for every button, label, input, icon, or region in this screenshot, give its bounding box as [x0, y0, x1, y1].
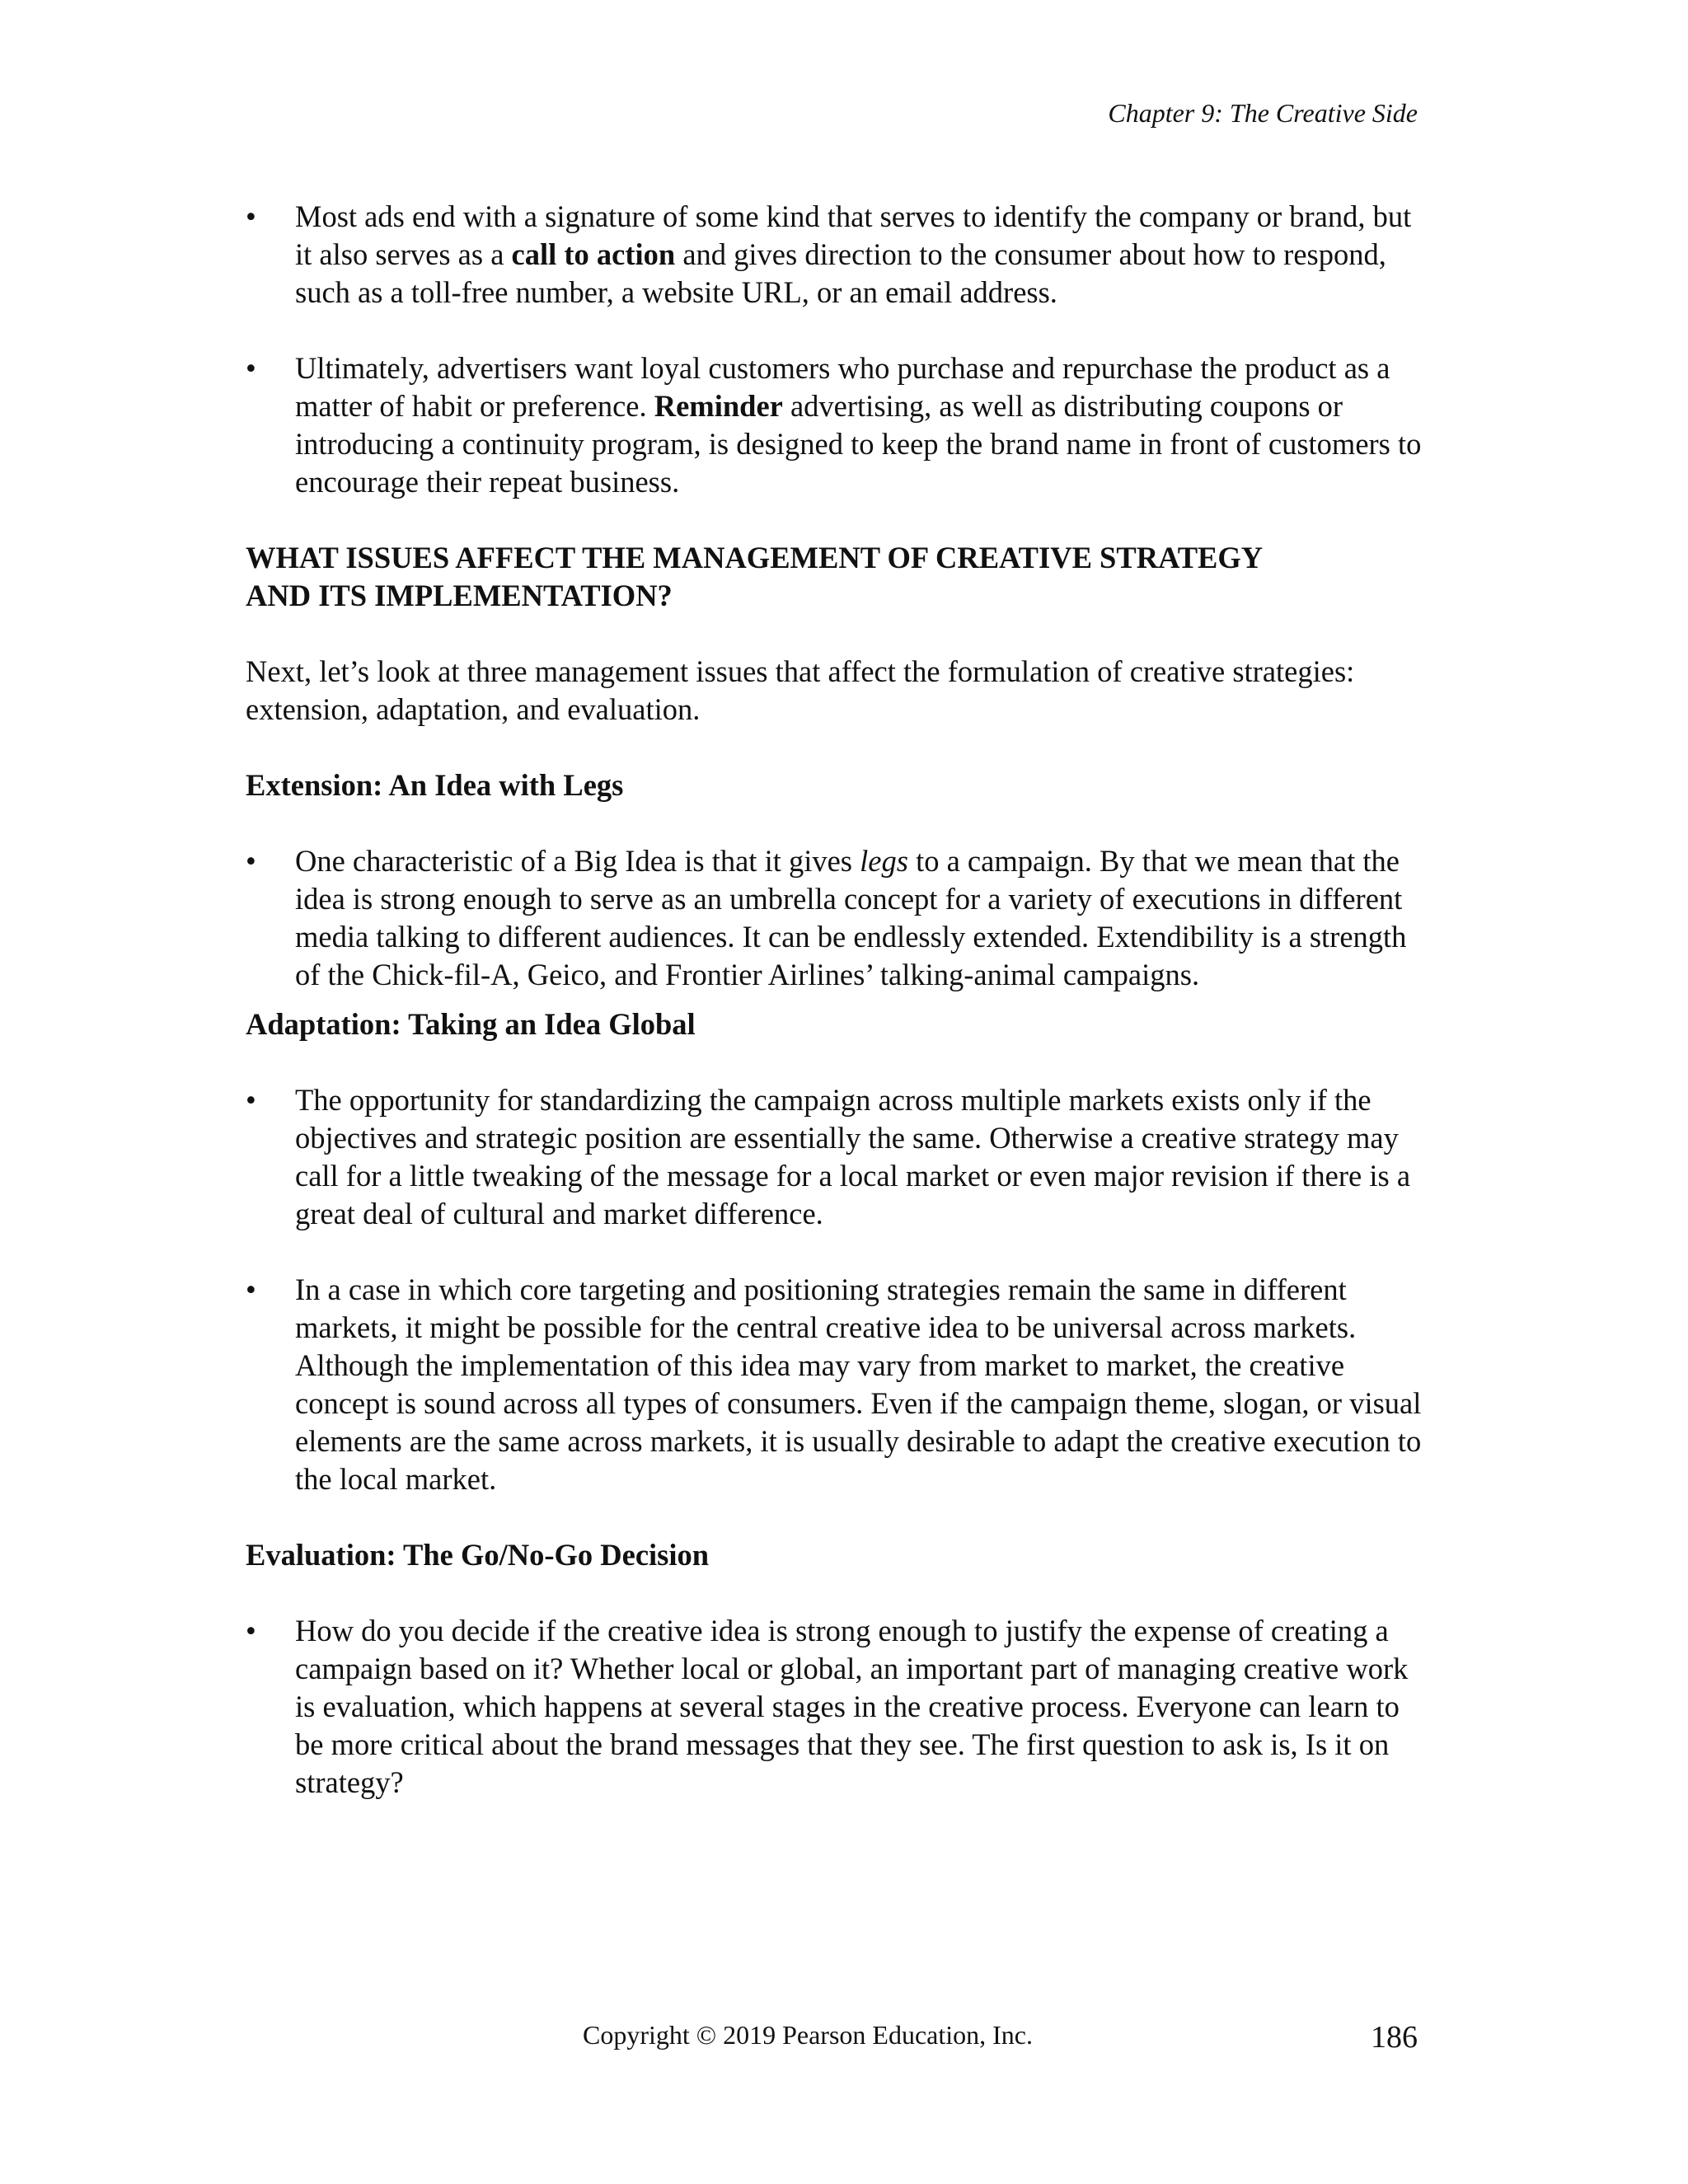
bullet-item-go-no-go — [246, 1612, 1424, 1802]
bold-term-call-to-action: call to action — [511, 237, 676, 271]
bullet-text-start: Ultimately, advertisers want loyal customers who purchase and repurchase the product as a matter of habit or preference. — [295, 351, 1390, 423]
bullet-icon: • — [246, 351, 256, 385]
bullet-text: How do you decide if the creative idea is strong enough to justify the expense of creating a campaign based on it? Whether local or global, an important part of managing creative work is evaluation, which happens at several stages in the creative process. Everyone can learn to be more critical about the brand messages that they see. The first question to ask is, Is it on strategy? — [295, 1614, 1409, 1799]
bold-term-reminder: Reminder — [654, 389, 783, 423]
subheading-adaptation: Adaptation: Taking an Idea Global — [246, 1007, 696, 1041]
bullet-item-standardizing — [246, 1081, 1424, 1233]
bullet-icon: • — [246, 844, 256, 878]
bullet-text-end: and gives direction to the consumer about how to respond, such as a toll-free number, a website URL, or an email address. — [295, 237, 1386, 309]
bullet-text — [295, 349, 1424, 501]
section-heading — [246, 539, 1424, 615]
footer-copyright: Copyright © 2019 Pearson Education, Inc. — [583, 2020, 1033, 2050]
italic-term-legs: legs — [860, 844, 908, 878]
bullet-icon: • — [246, 1272, 256, 1306]
bullet-text-end: to a campaign. By that we mean that the idea is strong enough to serve as an umbrella concept for a variety of executions in different media talking to different audiences. It can be endlessly extended. Extendibility is a strength of the Chick-fil-A, Geico, and Frontier Airlines’ talking-animal campaigns. — [295, 844, 1407, 991]
bullet-icon: • — [246, 1083, 256, 1117]
bullet-text — [295, 198, 1424, 312]
subheading-evaluation: Evaluation: The Go/No-Go Decision — [246, 1538, 710, 1572]
page-content — [246, 198, 1424, 1802]
page-number: 186 — [1371, 2020, 1418, 2055]
section-heading-line-1: WHAT ISSUES AFFECT THE MANAGEMENT OF CREATIVE STRATEGY — [246, 541, 1264, 574]
bullet-item-core-targeting — [246, 1271, 1424, 1498]
bullet-text: The opportunity for standardizing the campaign across multiple markets exists only if the objectives and strategic position are essentially the same. Otherwise a creative strategy may call for a little tweaking of the message for a local market or even major revision if there is a great deal of cultural and market difference. — [295, 1083, 1411, 1230]
bullet-item-reminder — [246, 349, 1424, 501]
bullet-text-start: One characteristic of a Big Idea is that it gives — [295, 844, 860, 878]
bullet-item-call-to-action — [246, 198, 1424, 312]
bullet-icon: • — [246, 199, 256, 233]
bullet-text — [295, 842, 1424, 994]
running-head: Chapter 9: The Creative Side — [1108, 98, 1418, 128]
bullet-text: In a case in which core targeting and positioning strategies remain the same in different markets, it might be possible for the central creative idea to be universal across markets. Although the implementation of this idea may vary from market to market, the creative concept is sound across all types of consumers. Even if the campaign theme, slogan, or visual elements are the same across markets, it is usually desirable to adapt the creative execution to the local market. — [295, 1272, 1422, 1496]
section-intro: Next, let’s look at three management issues that affect the formulation of creative strategies: extension, adaptation, and evaluation. — [246, 654, 1355, 726]
bullet-icon: • — [246, 1614, 256, 1647]
subheading-extension: Extension: An Idea with Legs — [246, 768, 624, 802]
bullet-item-legs — [246, 842, 1424, 994]
section-heading-line-2: AND ITS IMPLEMENTATION? — [246, 579, 673, 612]
bullet-text-start: Most ads end with a signature of some kind that serves to identify the company or brand, but it also serves as a — [295, 199, 1412, 271]
bullet-text-end: advertising, as well as distributing coupons or introducing a continuity program, is designed to keep the brand name in front of customers to encourage their repeat business. — [295, 389, 1422, 499]
